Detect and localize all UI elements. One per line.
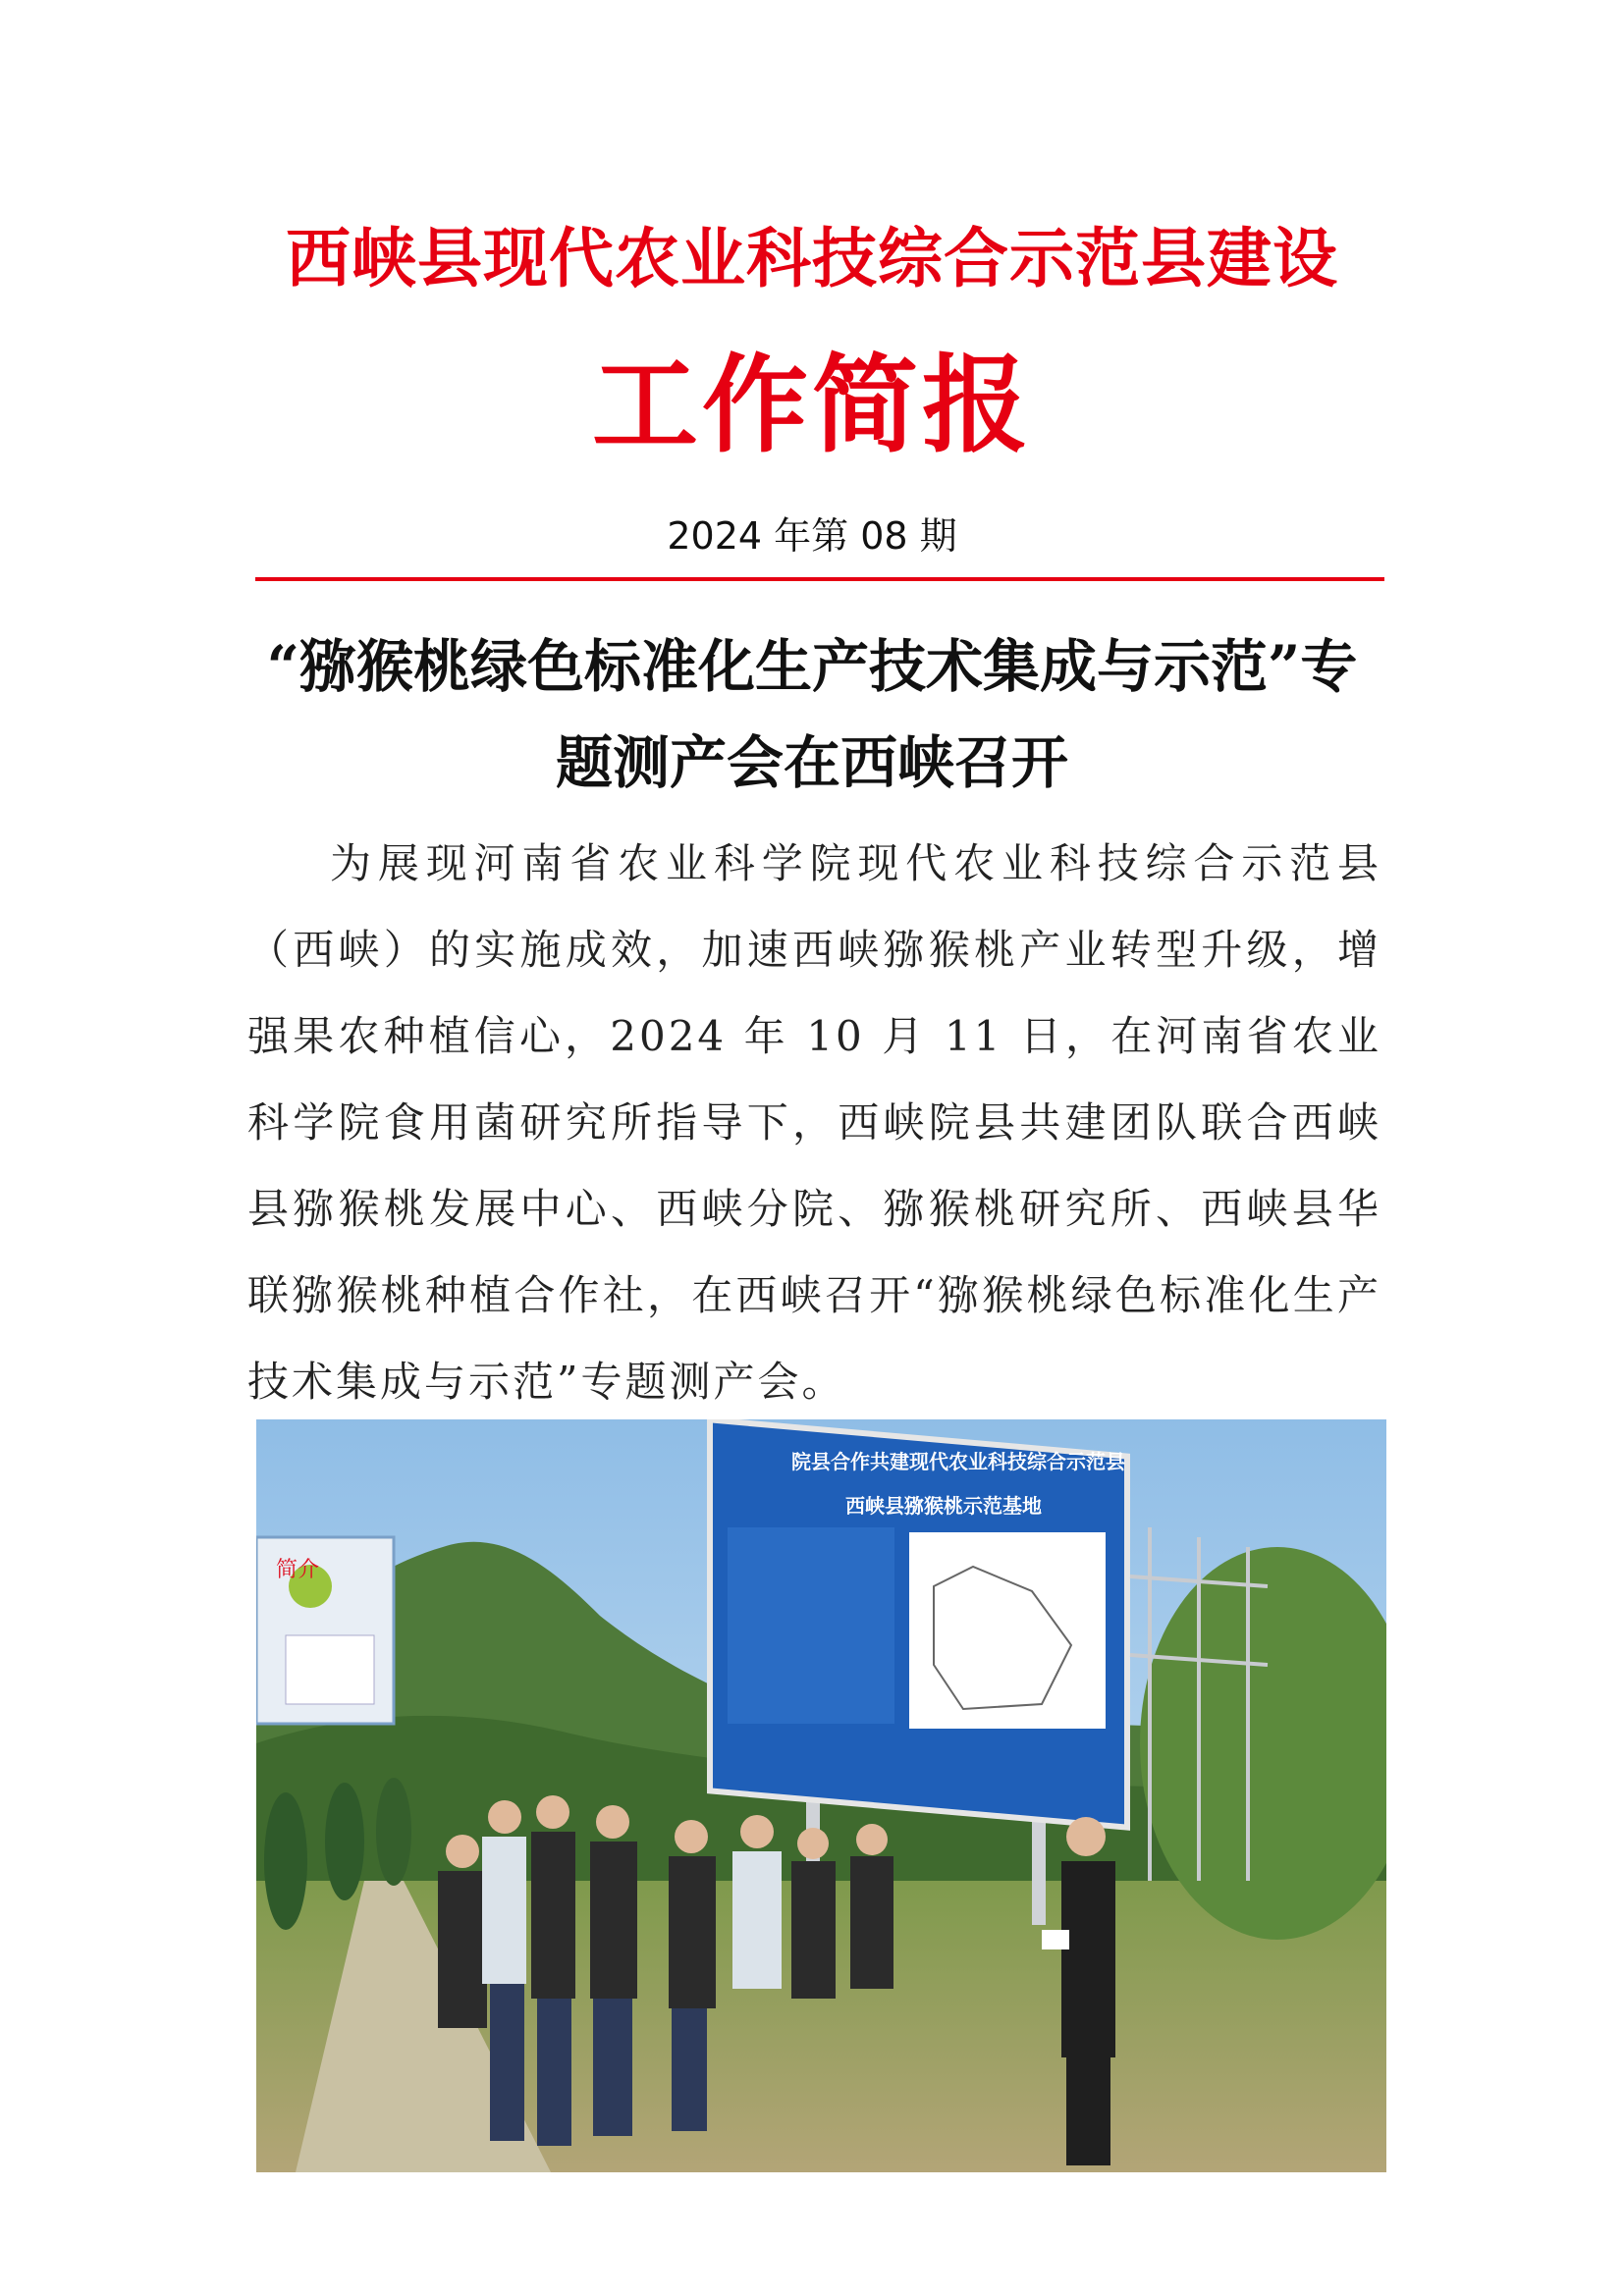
billboard: [710, 1419, 1127, 1827]
article-paragraph: 为展现河南省农业科学院现代农业科技综合示范县（西峡）的实施成效，加速西峡猕猴桃产业转型升级，增强果农种植信心，2024 年 10 月 11 日，在河南省农业科学院食用菌研究所指导下，西峡院县共建团队联合西峡县猕猴桃发展中心、西峡分院、猕猴桃研究所、西峡县华联猕猴桃种植合作社，在西峡召开“猕猴桃绿色标准化生产技术集成与示范”专题测产会。: [247, 839, 1381, 1406]
issue-number: 2024 年第 08 期: [667, 514, 957, 558]
red-divider: [255, 577, 1384, 581]
side-sign-title: 简介: [276, 1558, 320, 1582]
article-title: “猕猴桃绿色标准化生产技术集成与示范”专题测产会在西峡召开: [266, 633, 1358, 796]
event-photo: [256, 1419, 1386, 2172]
billboard-title-2: 西峡县猕猴桃示范基地: [845, 1494, 1042, 1518]
metal-frame: [1130, 1527, 1268, 1881]
side-signboard: [256, 1537, 394, 1724]
masthead-subtitle: 工作简报: [591, 344, 1032, 467]
masthead-title: 西峡县现代农业科技综合示范县建设: [286, 220, 1338, 296]
billboard-title-1: 院县合作共建现代农业科技综合示范县: [791, 1450, 1125, 1473]
